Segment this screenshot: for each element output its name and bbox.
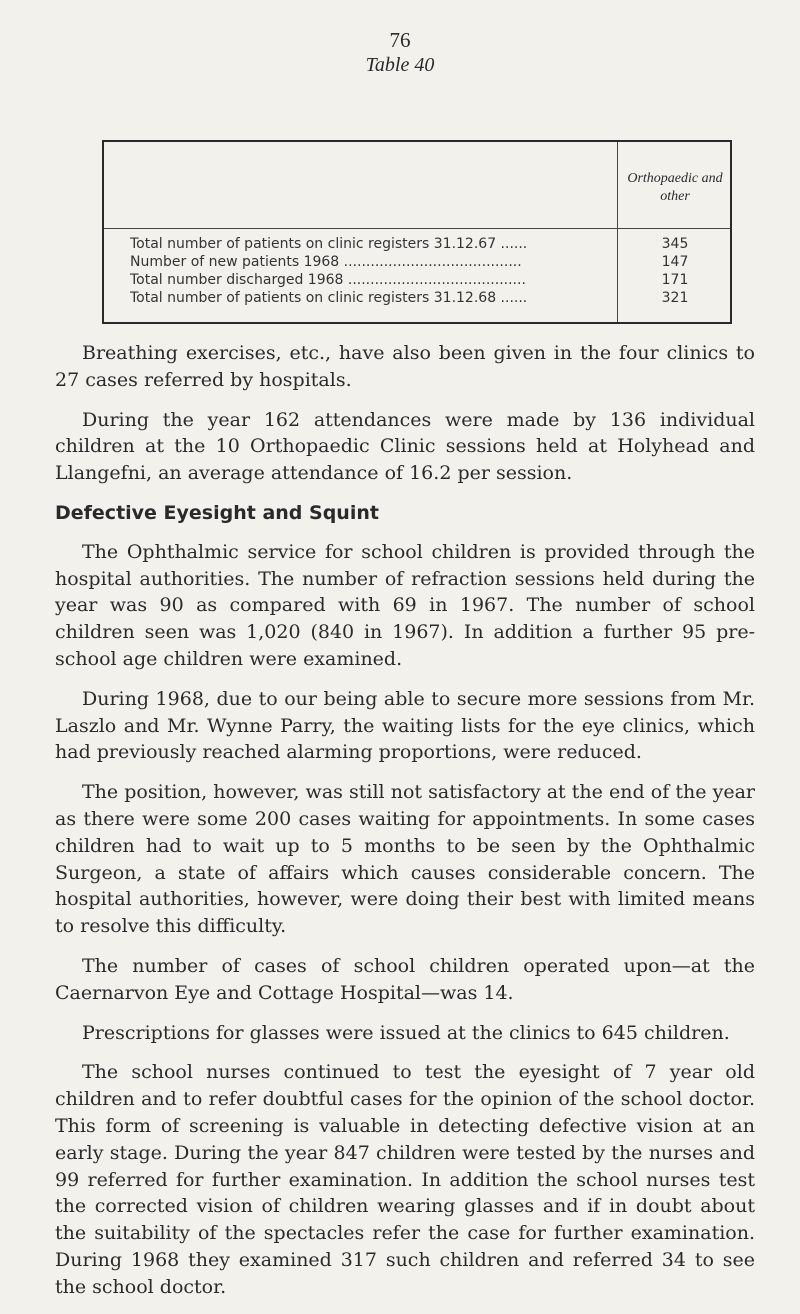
paragraph: Breathing exercises, etc., have also been given in the four clinics to 27 cases referred by hospitals. <box>55 342 755 391</box>
table-row-value: 345 <box>661 236 689 252</box>
statistics-table <box>102 140 732 324</box>
table-row-label: Total number of patients on clinic registers 31.12.67 ...... <box>130 236 528 252</box>
paragraph: The school nurses continued to test the eyesight of 7 year old children and to refer doubtful cases for the opinion of the school doctor. This form of screening is valuable in detecting defective vision at an early stage. During the year 847 children were tested by the nurses and 99 referred for further examination. In addition the school nurses test the corrected vision of children wearing glasses and if in doubt about the suitability of the spectacles refer the case for further examination. During 1968 they examined 317 such children and referred 34 to see the school doctor. <box>55 1061 755 1298</box>
table-row-label: Total number discharged 1968 ........................................ <box>130 272 526 288</box>
table-title: Table 40 <box>365 54 435 76</box>
paragraph: Prescriptions for glasses were issued at the clinics to 645 children. <box>82 1021 730 1044</box>
section-heading: Defective Eyesight and Squint <box>55 501 379 524</box>
paragraph: The Ophthalmic service for school children is provided through the hospital authorities. The number of refraction sessions held during the year was 90 as compared with 69 in 1967. The number of school children seen was 1,020 (840 in 1967). In addition a further 95 pre-school age children were examined. <box>55 540 755 670</box>
paragraph: The number of cases of school children operated upon—at the Caernarvon Eye and Cottage Hospital—was 14. <box>55 954 755 1004</box>
header-divider <box>104 228 730 229</box>
paragraph: During 1968, due to our being able to secure more sessions from Mr. Laszlo and Mr. Wynne Parry, the waiting lists for the eye clinics, which had previously reached alarming proportions, were reduced. <box>55 687 755 764</box>
table-row-label: Number of new patients 1968 ........................................ <box>130 254 522 270</box>
body-text <box>55 340 755 1314</box>
table-row-value: 171 <box>661 272 689 288</box>
table-row-value: 147 <box>661 254 689 270</box>
paragraph: During the year 162 attendances were made by 136 individual children at the 10 Orthopaedic Clinic sessions held at Holyhead and Llangefni, an average attendance of 16.2 per session. <box>55 408 755 485</box>
table-row-label: Total number of patients on clinic registers 31.12.68 ...... <box>130 290 528 306</box>
table-row-value: 321 <box>661 290 689 306</box>
column-header: Orthopaedic and other <box>627 171 723 204</box>
page-number: 76 <box>389 28 411 52</box>
paragraph: The position, however, was still not satisfactory at the end of the year as there were some 200 cases waiting for appointments. In some cases children had to wait up to 5 months to be seen by the Ophthalmic Surgeon, a state of affairs which causes considerable concern. The hospital authorities, however, were doing their best with limited means to resolve this difficulty. <box>55 781 755 938</box>
